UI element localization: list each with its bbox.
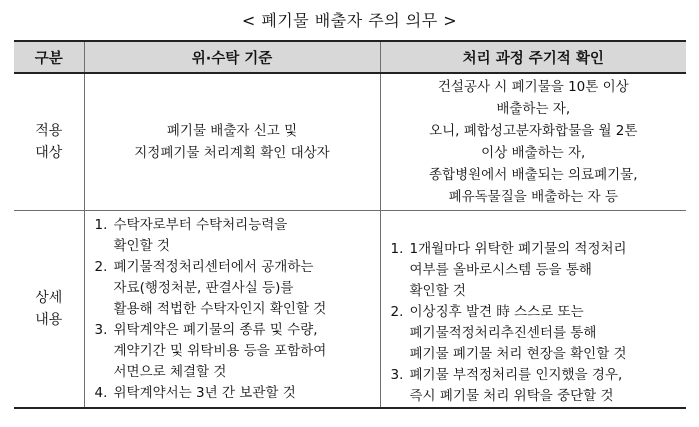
category-text: 적용 xyxy=(35,122,63,139)
list-item xyxy=(95,215,372,257)
cell-text: 폐유독물질을 배출하는 자 등 xyxy=(448,188,618,205)
list-item xyxy=(391,239,679,302)
header-consignment-criteria: 위·수탁 기준 xyxy=(84,41,380,73)
duty-table xyxy=(14,40,686,409)
list-item xyxy=(95,257,372,320)
cell-text: 건설공사 시 폐기물을 10톤 이상 xyxy=(437,78,629,95)
item-number: 2. xyxy=(94,259,108,275)
item-text: 여부를 올바로시스템 등을 통해 xyxy=(409,261,592,278)
cell-text: 지정폐기물 처리계획 확인 대상자 xyxy=(134,144,330,161)
item-text: 확인할 것 xyxy=(113,238,170,254)
item-text: 폐기물적정처리센터에서 공개하는 xyxy=(113,259,314,275)
category-cell xyxy=(14,73,84,210)
category-text: 내용 xyxy=(35,311,63,328)
list-item xyxy=(95,320,372,383)
process-details-cell xyxy=(380,210,686,408)
list-item xyxy=(391,365,679,407)
item-text: 즉시 폐기물 처리 위탁을 중단할 것 xyxy=(409,387,614,404)
item-number: 2. xyxy=(390,303,404,320)
header-category: 구분 xyxy=(14,41,84,73)
consignment-details-cell xyxy=(84,210,380,408)
item-text: 폐기물 폐기물 처리 현장을 확인할 것 xyxy=(409,345,627,362)
table-header-row xyxy=(14,41,686,73)
consignment-scope-cell xyxy=(84,73,380,210)
category-text: 대상 xyxy=(35,144,63,161)
item-text: 폐기물적정처리추진센터를 통해 xyxy=(409,324,597,341)
item-text: 폐기물 부적정처리를 인지했을 경우, xyxy=(409,366,623,383)
list-item xyxy=(95,383,372,404)
item-text: 위탁계약서는 3년 간 보관할 것 xyxy=(113,385,296,401)
item-number: 1. xyxy=(94,217,108,233)
item-text: 활용해 적법한 수탁자인지 확인할 것 xyxy=(113,301,327,317)
item-text: 이상징후 발견 時 스스로 또는 xyxy=(409,303,584,320)
cell-text: 이상 배출하는 자, xyxy=(481,144,586,161)
header-periodic-check: 처리 과정 주기적 확인 xyxy=(380,41,686,73)
category-cell xyxy=(14,210,84,408)
category-text: 상세 xyxy=(35,289,63,306)
cell-text: 종합병원에서 배출되는 의료폐기물, xyxy=(429,166,638,183)
cell-text: 폐기물 배출자 신고 및 xyxy=(166,122,298,139)
cell-text: 오니, 폐합성고분자화합물을 월 2톤 xyxy=(429,122,638,139)
item-text: 위탁계약은 폐기물의 종류 및 수량, xyxy=(113,322,318,338)
table-row-details xyxy=(14,210,686,408)
item-text: 자료(행정처분, 판결사실 등)를 xyxy=(113,280,294,296)
process-details-list xyxy=(381,239,687,407)
item-text: 서면으로 체결할 것 xyxy=(113,364,227,380)
list-item xyxy=(391,302,679,365)
consignment-details-list xyxy=(85,215,380,404)
item-text: 수탁자로부터 수탁처리능력을 xyxy=(113,217,288,233)
item-number: 4. xyxy=(94,385,108,401)
table-row-scope xyxy=(14,73,686,210)
item-text: 계약기간 및 위탁비용 등을 포함하여 xyxy=(113,343,327,359)
page-title: < 폐기물 배출자 주의 의무 > xyxy=(241,11,458,30)
item-number: 3. xyxy=(94,322,108,338)
item-text: 확인할 것 xyxy=(409,282,466,299)
item-number: 3. xyxy=(390,366,404,383)
item-text: 1개월마다 위탁한 폐기물의 적정처리 xyxy=(409,240,627,257)
item-number: 1. xyxy=(390,240,404,257)
process-scope-cell xyxy=(380,73,686,210)
cell-text: 배출하는 자, xyxy=(496,100,571,117)
